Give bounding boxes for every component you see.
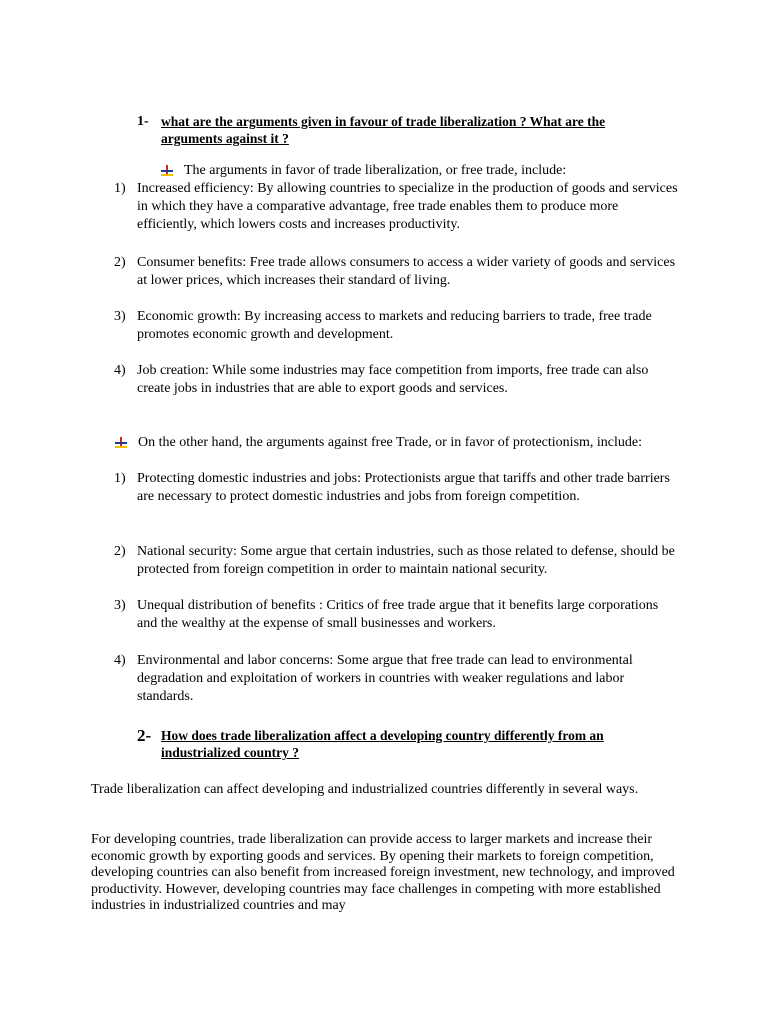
body-paragraph: Trade liberalization can affect developing and industrialized countries differently in several ways.: [91, 782, 639, 797]
favor-item-number: 2): [114, 255, 126, 270]
favor-item-text: Job creation: While some industries may face competition from imports, free trade can also create jobs in industries that are able to export goods and services.: [137, 363, 649, 396]
question-2: [137, 727, 677, 761]
body-paragraph: For developing countries, trade liberalization can provide access to larger markets and increase their economic growth by exporting goods and services. By opening their markets to foreign competition, developing countries can also benefit from increased foreign investment, new technology, and improved productivity. However, developing countries may face challenges in competing with more established industries in industrialized countries and may: [91, 832, 675, 913]
question-1-text: what are the arguments given in favour of trade liberalization ? What are the arguments against it ?: [161, 114, 606, 146]
question-1-number: 1-: [137, 114, 149, 129]
against-item: [114, 470, 679, 506]
against-item-number: 4): [114, 653, 126, 668]
favor-item-number: 1): [114, 181, 126, 196]
favor-intro-text: The arguments in favor of trade liberalization, or free trade, include:: [184, 163, 567, 178]
against-intro-text: On the other hand, the arguments against free Trade, or in favor of protectionism, include:: [138, 435, 642, 450]
favor-item-text: Increased efficiency: By allowing countries to specialize in the production of goods and services in which they have a comparative advantage, free trade enables them to produce more efficiently, which lowers costs and increases productivity.: [137, 181, 678, 232]
against-item: [114, 652, 679, 706]
favor-item: [114, 254, 679, 290]
favor-item: [114, 180, 679, 234]
favor-item: [114, 308, 679, 344]
against-item: [114, 597, 679, 633]
question-2-number: 2-: [137, 726, 152, 745]
favor-item: [114, 362, 679, 398]
against-item-number: 2): [114, 544, 126, 559]
favor-item-text: Economic growth: By increasing access to markets and reducing barriers to trade, free trade promotes economic growth and development.: [137, 309, 652, 342]
favor-item-text: Consumer benefits: Free trade allows consumers to access a wider variety of goods and services at lower prices, which increases their standard of living.: [137, 255, 676, 288]
against-item: [114, 543, 679, 579]
favor-item-number: 3): [114, 309, 126, 324]
arrow-bullet-icon: [114, 436, 128, 450]
against-item-number: 3): [114, 598, 126, 613]
against-item-number: 1): [114, 471, 126, 486]
against-item-text: Protecting domestic industries and jobs: Protectionists argue that tariffs and other trade barriers are necessary to protect domestic industries and jobs from foreign competition.: [137, 471, 670, 504]
against-item-text: Unequal distribution of benefits : Critics of free trade argue that it benefits large corporations and the wealthy at the expense of small businesses and workers.: [137, 598, 659, 631]
favor-item-number: 4): [114, 363, 126, 378]
against-item-text: National security: Some argue that certain industries, such as those related to defense, should be protected from foreign competition in order to maintain national security.: [137, 544, 675, 577]
against-item-text: Environmental and labor concerns: Some argue that free trade can lead to environmental degradation and exploitation of workers in countries with weaker regulations and labor standards.: [137, 653, 633, 704]
question-1: [137, 113, 637, 147]
arrow-bullet-icon: [160, 164, 174, 178]
favor-intro: [160, 162, 640, 180]
question-2-text: How does trade liberalization affect a developing country differently from an industrialized country ?: [161, 728, 604, 760]
against-intro: [114, 434, 674, 452]
